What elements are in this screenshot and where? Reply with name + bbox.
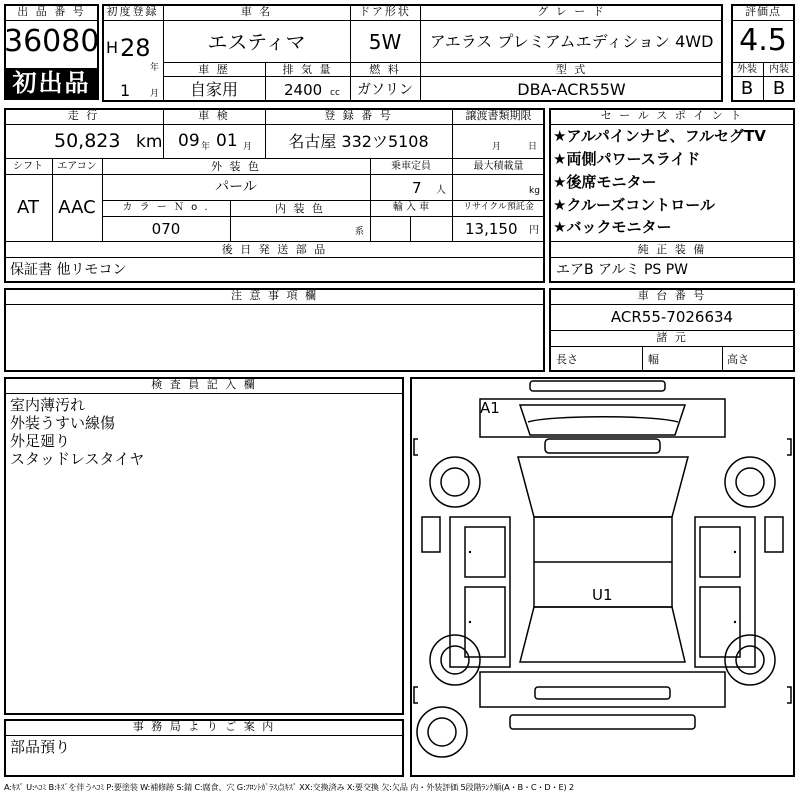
office-label: 事 務 局 よ り ご 案 内 [132, 720, 276, 733]
sales-point-5: ★バックモニター [553, 218, 672, 236]
sales-point-4: ★クルーズコントロール [553, 196, 715, 214]
recycle-value: 13,150 [465, 220, 518, 238]
capacity-value: 7 [412, 179, 422, 197]
dims-length: 長さ [556, 353, 578, 366]
first-reg-month: 1 [120, 81, 131, 100]
capacity-label: 乗車定員 [391, 161, 431, 172]
sales-point-3: ★後席モニター [553, 173, 657, 191]
plate-value: 名古屋 332ツ5108 [288, 132, 429, 151]
later-parts-value: 保証書 他リモコン [10, 262, 127, 278]
history-label: 車 歴 [198, 63, 230, 76]
int-color-unit: 系 [355, 227, 365, 237]
mileage-label: 走 行 [67, 109, 100, 122]
car-diagram [410, 377, 795, 777]
first-reg-label: 初度登録 [106, 5, 159, 18]
door-value: 5W [368, 30, 402, 54]
damage-mark-u1: U1 [592, 586, 613, 604]
grade-value: アエラス プレミアムエディション 4WD [429, 32, 714, 51]
inspection-label: 車 検 [198, 109, 230, 122]
fuel-value: ガソリン [357, 82, 413, 98]
dims-width: 幅 [648, 353, 659, 366]
car-name-label: 車 名 [240, 5, 273, 18]
chassis-value: ACR55-7026634 [610, 308, 734, 326]
office-value: 部品預り [10, 738, 71, 756]
dims-label: 諸 元 [656, 331, 688, 344]
recycle-unit: 円 [529, 225, 539, 236]
color-no-value: 070 [151, 220, 181, 238]
int-score-label: 内装 [769, 64, 789, 75]
mileage-value: 50,823 [54, 130, 121, 152]
legend: A:ｷｽﾞ U:ﾍｺﾐ B:ｷｽﾞを伴うﾍｺﾐ P:要塗装 W:補修跡 S:錆 C:腐食、穴 G:ﾌﾛﾝﾄｶﾞﾗｽ点ｷｽﾞ XX:交換済み X:要交換 欠:欠品 内・外装評価 5段階ﾗﾝｸ順(A・B・C・D・E) 2 [4, 782, 574, 792]
shift-value: AT [17, 197, 39, 218]
inspection-year: 09 [178, 131, 200, 151]
mileage-unit: km [136, 132, 163, 152]
inspection-month: 01 [216, 131, 238, 151]
displacement-label: 排 気 量 [282, 63, 333, 76]
color-no-label: カ ラ ー Ｎ o . [122, 202, 210, 213]
inspector-label: 検 査 員 記 入 欄 [151, 378, 257, 391]
first-reg-month-unit: 月 [150, 89, 160, 99]
transfer-month-unit: 月 [492, 142, 502, 152]
damage-mark-a1: A1 [480, 399, 500, 417]
equipment-label: 純 正 装 備 [637, 243, 707, 256]
transfer-label: 譲渡書類期限 [465, 109, 532, 122]
sales-point-1: ★アルパインナビ、フルセグTV [553, 127, 766, 145]
fuel-label: 燃 料 [369, 63, 401, 76]
max-load-label: 最大積載量 [473, 161, 524, 172]
plate-label: 登 録 番 号 [324, 109, 393, 122]
model-label: 型 式 [555, 63, 588, 76]
ext-score-label: 外装 [737, 64, 757, 75]
sales-points-label: セ ー ル ス ポ イ ン ト [600, 109, 744, 122]
inspector-line-3: 外足廻り [10, 432, 71, 450]
first-reg-year: 28 [120, 34, 151, 62]
notes-label: 注 意 事 項 欄 [231, 289, 318, 302]
model-value: DBA-ACR55W [517, 80, 626, 99]
inspection-month-unit: 月 [243, 142, 253, 152]
int-color-label: 内 装 色 [275, 202, 325, 215]
sales-point-2: ★両側パワースライド [553, 150, 701, 168]
inspector-line-2: 外装うすい線傷 [10, 414, 116, 432]
ext-color-value: パール [215, 179, 257, 195]
equipment-value: エアB アルミ PS PW [556, 262, 689, 278]
capacity-unit: 人 [436, 185, 446, 196]
first-reg-era: H [106, 38, 119, 57]
first-reg-year-unit: 年 [150, 63, 160, 73]
score-label: 評価点 [745, 5, 781, 18]
shift-label: シフト [13, 161, 43, 172]
chassis-label: 車 台 番 号 [637, 289, 707, 302]
recycle-label: リサイクル預託金 [463, 202, 534, 212]
displacement-value: 2400 [284, 81, 323, 99]
inspection-year-unit: 年 [201, 142, 211, 152]
transfer-day-unit: 日 [528, 142, 538, 152]
door-label: ドア形状 [359, 5, 411, 18]
dims-height: 高さ [727, 353, 749, 366]
displacement-unit: cc [330, 88, 340, 98]
lot-label: 出 品 番 号 [17, 5, 86, 18]
lot-number: 36080 [4, 24, 100, 59]
aircon-value: AAC [58, 197, 96, 218]
max-load-unit: kg [529, 186, 540, 196]
inspector-line-1: 室内薄汚れ [10, 396, 86, 414]
ext-color-label: 外 装 色 [211, 160, 261, 173]
aircon-label: エアコン [57, 161, 97, 172]
ext-score-value: B [740, 78, 754, 99]
first-listing-badge: 初出品 [6, 68, 97, 98]
int-score-value: B [772, 78, 786, 99]
car-name-value: エスティマ [207, 30, 306, 54]
grade-label: グ レ ー ド [537, 5, 606, 18]
import-label: 輸 入 車 [392, 202, 430, 213]
score-value: 4.5 [739, 23, 787, 58]
history-value: 自家用 [189, 80, 238, 99]
later-parts-label: 後 日 発 送 部 品 [221, 243, 328, 256]
inspector-line-4: スタッドレスタイヤ [10, 450, 145, 468]
